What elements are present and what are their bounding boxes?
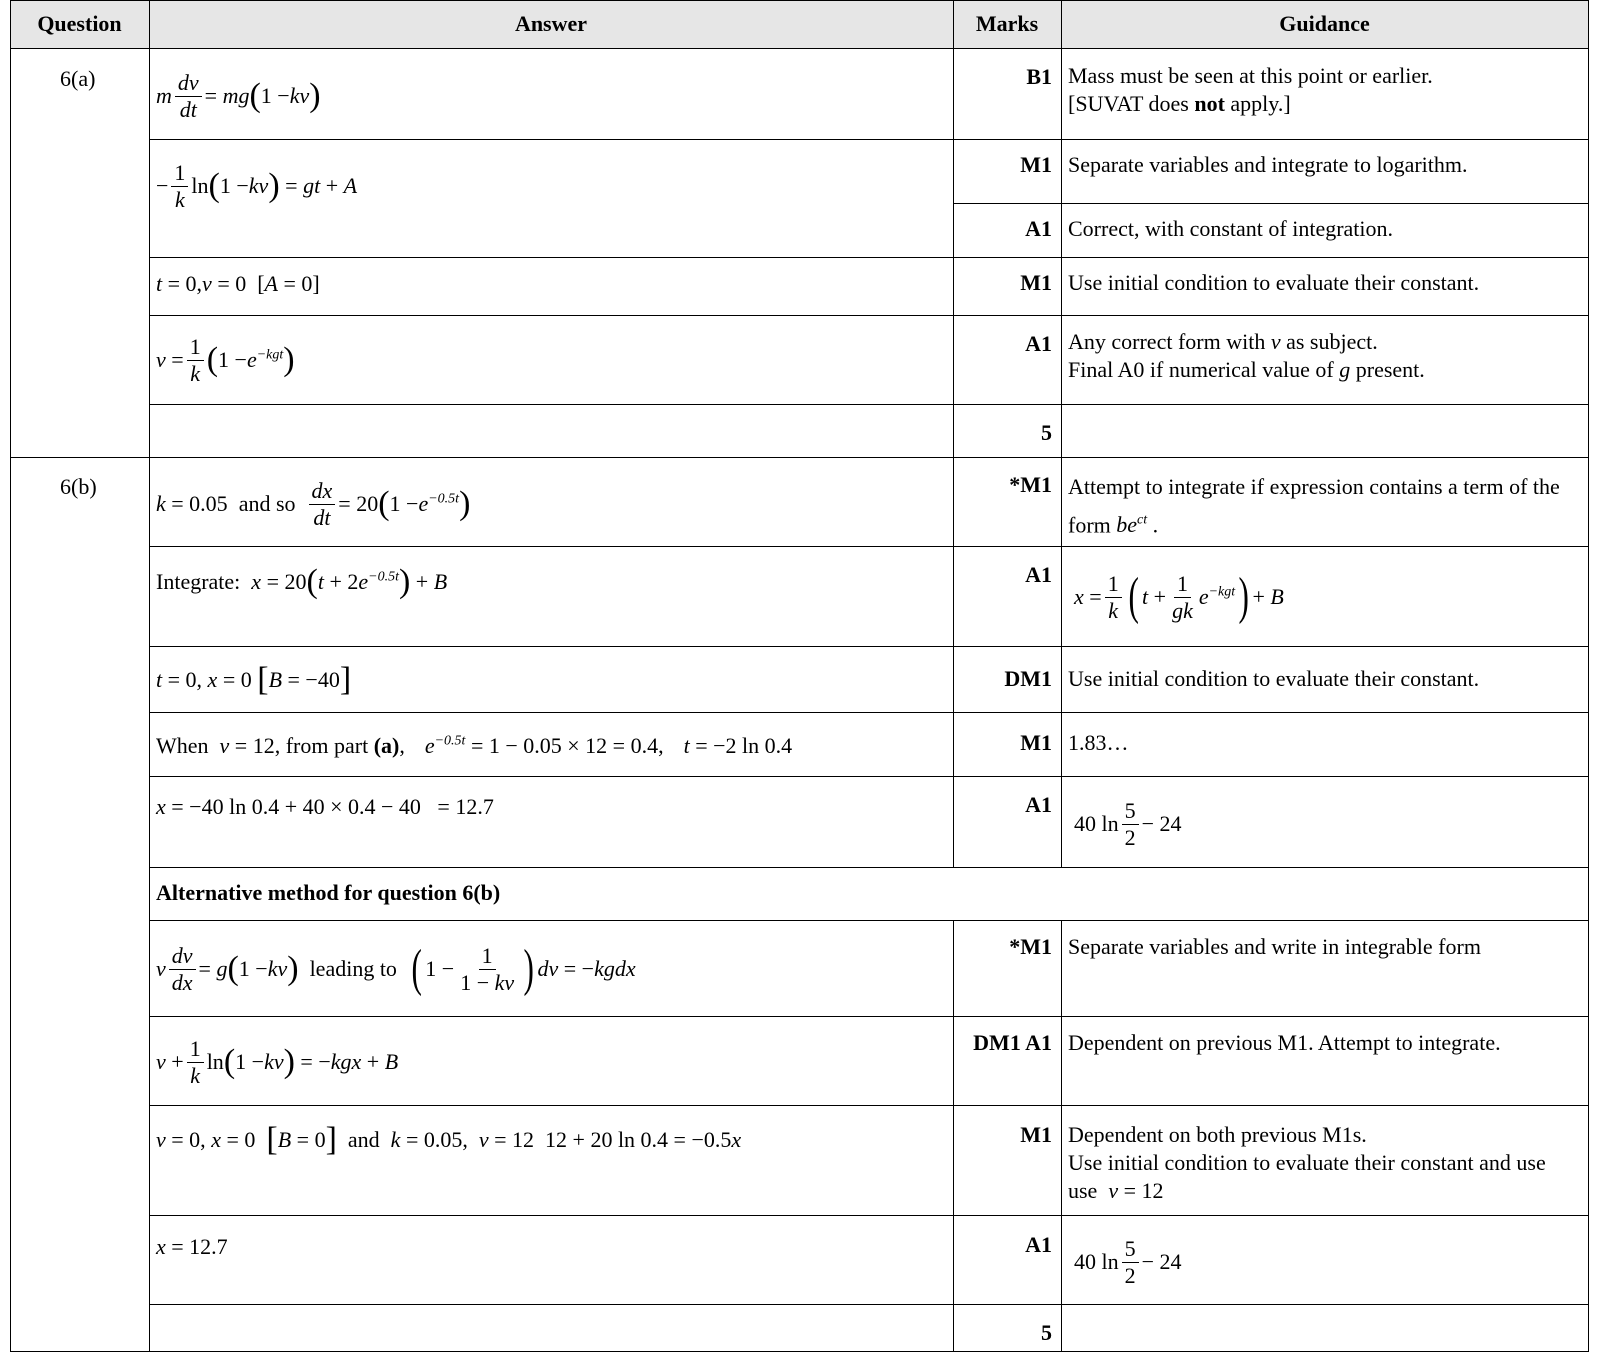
- alternative-method-heading: Alternative method for question 6(b): [156, 880, 501, 905]
- total-6a: 5: [1041, 420, 1052, 445]
- guidance-alt-4-formula: 40 ln $\frac{5}{2}$ − 24: [1074, 1236, 1182, 1288]
- guidance-6b-1: Attempt to integrate if expression contains a term of the form $be^{ct}$ .: [1068, 474, 1560, 538]
- grid-line-header: [10, 48, 1589, 49]
- guidance-alt-1: Separate variables and write in integrable form: [1068, 934, 1481, 959]
- question-label-6a: 6(a): [60, 66, 96, 91]
- mark-6a-1: B1: [1026, 64, 1052, 89]
- grid-line-top: [10, 0, 1589, 1]
- mark-6b-3: DM1: [1004, 666, 1052, 691]
- answer-6b-1: k = 0.05 and so $\frac{dx}{dt}$ = 20 ( 1 − $e^{-0.5t}$ ): [156, 478, 471, 530]
- header-answer: Answer: [149, 0, 953, 48]
- answer-6a-1: m $\frac{dv}{dt}$ = mg ( 1 − kv ): [156, 70, 321, 122]
- guidance-6b-4: 1.83…: [1068, 730, 1129, 755]
- answer-alt-4: x = 12.7: [156, 1234, 228, 1259]
- mark-alt-1: *M1: [1009, 934, 1052, 959]
- grid-line-left: [10, 0, 11, 1352]
- mark-6a-2: M1: [1020, 152, 1052, 177]
- mark-6a-5: A1: [1025, 331, 1052, 356]
- answer-alt-1: v $\frac{dv}{dx}$ = g ( 1 − kv ) leading to ( 1 − $\frac{1}{1 - kv}$ ) dv = − kgdx: [156, 940, 636, 997]
- row-divider: [149, 1215, 1589, 1216]
- guidance-6b-3: Use initial condition to evaluate their constant.: [1068, 666, 1480, 691]
- row-divider: [149, 920, 1589, 921]
- row-divider: [149, 1304, 1589, 1305]
- answer-6b-4: When v = 12 , from part (a) , $e^{-0.5t}$ = 1 − 0.05 × 12 = 0.4, t = −2 ln 0.4: [156, 733, 793, 758]
- row-divider: [149, 404, 1589, 405]
- guidance-6b-5-formula: 40 ln $\frac{5}{2}$ − 24: [1074, 798, 1182, 850]
- row-divider: [149, 139, 1589, 140]
- total-6b: 5: [1041, 1320, 1052, 1345]
- question-label-6b: 6(b): [60, 474, 97, 499]
- guidance-6a-2: Separate variables and integrate to logarithm.: [1068, 152, 1468, 177]
- answer-6a-3: t = 0, v = 0 [ A = 0]: [156, 271, 320, 296]
- mark-alt-2: DM1 A1: [973, 1030, 1052, 1055]
- row-divider: [149, 257, 1589, 258]
- mark-6a-4: M1: [1020, 270, 1052, 295]
- guidance-6a-4: Use initial condition to evaluate their constant.: [1068, 270, 1480, 295]
- mark-6a-3: A1: [1025, 216, 1052, 241]
- section-divider: [10, 457, 1589, 458]
- header-guidance: Guidance: [1061, 0, 1588, 48]
- grid-line-answer-lower: [953, 920, 954, 1352]
- grid-line-marks-lower: [1061, 920, 1062, 1352]
- mark-6b-4: M1: [1020, 730, 1052, 755]
- answer-6b-2: Integrate: x = 20 ( t + 2 $e^{-0.5t}$ ) + B: [156, 563, 448, 600]
- answer-alt-2: v + $\frac{1}{k}$ ln ( 1 − kv ) = − kgx + B: [156, 1036, 399, 1088]
- row-divider: [149, 867, 1589, 868]
- row-divider: [149, 712, 1589, 713]
- answer-6a-2: − $\frac{1}{k}$ ln ( 1 − kv ) = gt + A: [156, 160, 358, 212]
- mark-6b-1: *M1: [1009, 472, 1052, 497]
- answer-6b-5: x = −40 ln 0.4 + 40 × 0.4 − 40 = 12.7: [156, 794, 494, 819]
- row-divider: [953, 203, 1589, 204]
- mark-alt-3: M1: [1020, 1122, 1052, 1147]
- answer-alt-3: v = 0, x = 0 [ B = 0 ] and k = 0.05, v = 12 12 + 20 ln 0.4 = −0.5 x: [156, 1121, 742, 1158]
- answer-6b-3: t = 0, x = 0 [ B = −40 ]: [156, 661, 352, 698]
- header-question: Question: [10, 0, 149, 48]
- guidance-6b-2-formula: x = $\frac{1}{k}$ ( t + $\frac{1}{gk}$ $e^{-kgt}$ ) + B: [1074, 568, 1284, 625]
- row-divider: [149, 315, 1589, 316]
- row-divider: [149, 646, 1589, 647]
- guidance-alt-3: Dependent on both previous M1s. Use initial condition to evaluate their constant and use use v = 12: [1068, 1122, 1546, 1203]
- header-marks: Marks: [953, 0, 1061, 48]
- grid-line-marks: [1061, 0, 1062, 868]
- grid-line-answer: [953, 0, 954, 868]
- guidance-6a-3: Correct, with constant of integration.: [1068, 216, 1394, 241]
- guidance-alt-2: Dependent on previous M1. Attempt to integrate.: [1068, 1030, 1501, 1055]
- row-divider: [149, 1016, 1589, 1017]
- row-divider: [149, 1105, 1589, 1106]
- grid-line-question: [149, 0, 150, 1352]
- mark-6b-2: A1: [1025, 562, 1052, 587]
- guidance-6a-5: Any correct form with v as subject. Final A0 if numerical value of g present.: [1068, 329, 1425, 382]
- row-divider: [149, 776, 1589, 777]
- guidance-6a-1: Mass must be seen at this point or earlier. [SUVAT does not apply.]: [1068, 63, 1433, 116]
- answer-6a-4: v = $\frac{1}{k}$ ( 1 − $e^{-kgt}$ ): [156, 334, 295, 386]
- mark-6b-5: A1: [1025, 792, 1052, 817]
- row-divider: [149, 546, 1589, 547]
- mark-alt-4: A1: [1025, 1232, 1052, 1257]
